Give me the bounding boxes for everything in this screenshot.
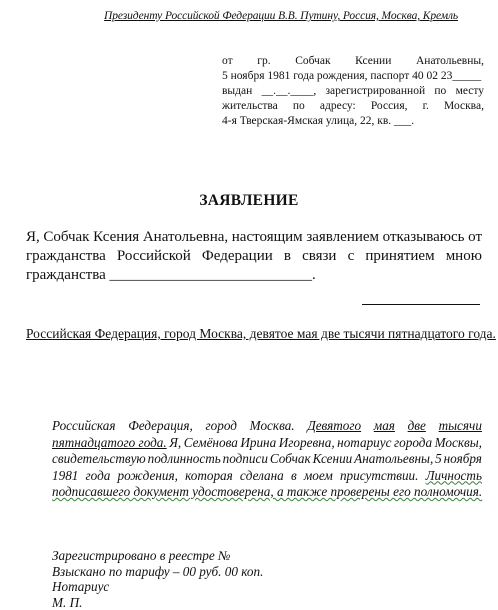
addressee: Президенту Российской Федерации В.В. Путину, Россия, Москва, Кремль: [0, 10, 458, 22]
statement-text: [26, 228, 482, 285]
word: в: [284, 247, 291, 266]
word: Ксении: [355, 54, 391, 69]
word: Игоревна,: [279, 435, 335, 452]
statement-line-3: гражданства ___________________________.: [26, 266, 482, 285]
word: которая: [185, 468, 233, 485]
word: Москва,: [444, 99, 484, 114]
word: отказываюсь: [383, 228, 465, 247]
place-and-date: Российская Федерация, город Москва, девятое мая две тысячи пятнадцатого года.: [26, 326, 482, 342]
word: город: [206, 418, 237, 435]
word: Я,: [169, 435, 181, 452]
word: зарегистрированной: [325, 84, 425, 99]
word: в: [291, 468, 297, 485]
notary-line-5: подписавшего документ удостоверена, а также проверены его полномочия.: [52, 484, 482, 501]
word: с: [348, 247, 355, 266]
word: Анатольевны,: [416, 54, 484, 69]
word: __.__.____,: [262, 84, 317, 99]
word: присутствии.: [340, 468, 419, 485]
word: города: [394, 435, 432, 452]
from-line-3: [222, 84, 484, 99]
word: 1981: [52, 468, 78, 485]
registry-number: Зарегистрировано в реестре №: [52, 548, 352, 564]
word: две: [408, 418, 426, 435]
word: гр.: [257, 54, 270, 69]
word: Собчак: [270, 451, 311, 468]
word: Ксении: [313, 451, 353, 468]
word: Федерации: [202, 247, 273, 266]
word: ноября: [444, 451, 482, 468]
tariff-fee: Взыскано по тарифу – 00 руб. 00 коп.: [52, 564, 352, 580]
word: Семёнова: [184, 435, 238, 452]
notary-line-4: [52, 468, 482, 485]
word: по: [293, 99, 305, 114]
from-line-5: 4-я Тверская-Ямская улица, 22, кв. ___.: [222, 114, 484, 129]
document-title: ЗАЯВЛЕНИЕ: [0, 192, 498, 210]
word: по: [434, 84, 446, 99]
notary-line-3: [52, 451, 482, 468]
word: года: [86, 468, 111, 485]
word: Девятого: [307, 418, 361, 435]
word: 5: [435, 451, 442, 468]
word: Российская: [52, 418, 115, 435]
word: моем: [304, 468, 333, 485]
word: от: [468, 228, 482, 247]
word: Анатольевны,: [354, 451, 433, 468]
word: Собчак: [295, 54, 330, 69]
word: г.: [423, 99, 429, 114]
notary-certification: [52, 418, 482, 501]
word: подлинность: [148, 451, 221, 468]
word: Москва.: [250, 418, 295, 435]
notary-line-1: [52, 418, 482, 435]
notary-line-2: [52, 435, 482, 452]
statement-line-1: [26, 228, 482, 247]
signature-line: [362, 304, 480, 305]
word: свидетельствую: [52, 451, 146, 468]
word: мая: [374, 418, 395, 435]
statement-line-2: [26, 247, 482, 266]
word: адресу:: [320, 99, 356, 114]
word: месту: [456, 84, 484, 99]
word: Ирина: [240, 435, 276, 452]
word: рождения,: [118, 468, 178, 485]
word: мною: [446, 247, 482, 266]
from-line-2: 5 ноября 1981 года рождения, паспорт 40 02 23_____: [222, 69, 484, 84]
word: Я,: [26, 228, 40, 247]
word: сделана: [240, 468, 284, 485]
word: Личность: [426, 468, 482, 485]
applicant-details: [222, 54, 484, 129]
word: выдан: [222, 84, 252, 99]
word: от: [222, 54, 233, 69]
from-line-4: [222, 99, 484, 114]
registry-block: [52, 548, 352, 610]
word: Россия,: [371, 99, 408, 114]
word: принятием: [365, 247, 434, 266]
word: связи: [302, 247, 336, 266]
word: Анатольевна,: [143, 228, 228, 247]
word: жительства: [222, 99, 278, 114]
notary-label: Нотариус: [52, 579, 352, 595]
seal-place: М. П.: [52, 595, 352, 610]
from-line-1: [222, 54, 484, 69]
word: тысячи: [439, 418, 482, 435]
word: подписи: [223, 451, 268, 468]
word: нотариус: [337, 435, 391, 452]
word: заявлением: [306, 228, 379, 247]
word: пятнадцатого года.: [52, 435, 167, 452]
word: Москвы,: [435, 435, 482, 452]
word: Ксения: [93, 228, 139, 247]
word: Собчак: [43, 228, 89, 247]
word: настоящим: [232, 228, 303, 247]
word: Федерация,: [128, 418, 193, 435]
word: Российской: [117, 247, 191, 266]
word: гражданства: [26, 247, 106, 266]
